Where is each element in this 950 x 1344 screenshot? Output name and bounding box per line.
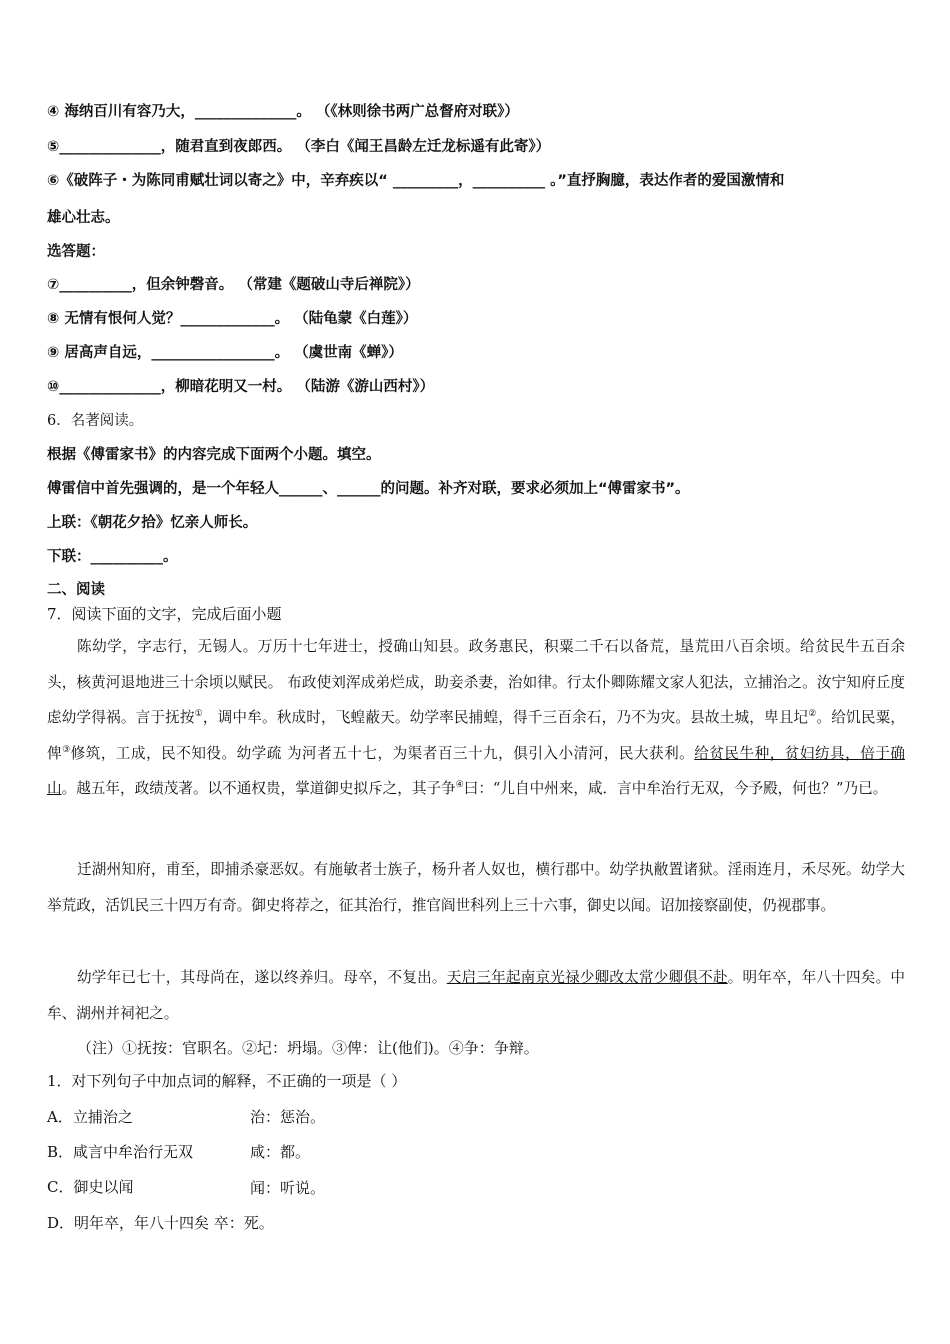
classic-intro: 根据《傅雷家书》的内容完成下面两个小题。填空。 [47,447,381,463]
passage-paragraph-1: 陈幼学，字志行，无锡人。万历十七年进士，授确山知县。政务惠民，积粟二千石以备荒，垦荒田八百余顷。给贫民牛五百余头，核黄河退地进三十余顷以赋民。 布政使刘浑成弟烂成，助妾杀妻，治如律。行太仆卿陈耀文家人犯法，立捕治之。汝宁知府丘度虑幼学得祸。言于抚按①，调中牟。秋成时，飞蝗蔽天。幼学率民捕蝗，得千三百余石，乃不为灾。县故土城，卑且圮②。给饥民粟，俾③修筑，工成，民不知役。幼学疏 为河者五十七，为渠者百三十九，俱引入小清河，民大获利。给贫民牛种，贫妇纺具，倍于确山。越五年，政绩茂著。以不通权贵，掌道御史拟斥之，其子争④曰：“儿自中州来，咸．言中牟治行无双，今予殿，何也？”乃已。 [47,638,905,797]
fill-q5: ⑤______________，随君直到夜郎西。 （李白《闻王昌龄左迁龙标遥有此寄》） [47,139,551,155]
option-b-gloss: 咸：都。 [250,1143,311,1161]
passage-paragraph-3: 幼学年已七十，其母尚在，遂以终养归。母卒，不复出。天启三年起南京光禄少卿改太常少卿俱不赴。明年卒，年八十四矣。中牟、湖州并祠祀之。 [47,969,905,1022]
couplet-lower: 下联：__________。 [47,549,178,565]
classic-question: 傅雷信中首先强调的，是一个年轻人______、______的问题。补齐对联，要求必须加上“傅雷家书”。 [47,481,690,497]
underlined-sentence-2: 天启三年起南京光禄少卿改太常少卿俱不赴 [446,969,728,986]
fill-q7: ⑦__________，但余钟磬音。 （常建《题破山寺后禅院》） [47,277,420,293]
underlined-sentence-1: 给贫民牛种，贫妇纺具，倍于确山 [47,744,905,797]
option-a: A．立捕治之 [47,1108,133,1126]
fill-q6-line2: 雄心壮志。 [47,210,120,226]
fill-q8: ⑧ 无情有恨何人觉？_____________。 （陆龟蒙《白莲》） [47,311,418,327]
passage-paragraph-2: 迁湖州知府，甫至，即捕杀豪恶奴。有施敏者士族子，杨升者人奴也，横行郡中。幼学执敝置诸狱。淫雨连月，禾尽死。幼学大举荒政，活饥民三十四万有奇。御史将荐之，征其治行，推官阎世科列上三十六事，御史以闻。诏加接察副使，仍视郡事。 [47,861,905,914]
fill-q10: ⑩______________，柳暗花明又一村。 （陆游《游山西村》） [47,379,435,395]
sub-question-1: 1．对下列句子中加点词的解释，不正确的一项是（ ） [47,1072,407,1090]
option-a-gloss: 治：惩治。 [250,1108,326,1126]
elective-heading: 选答题： [47,244,105,260]
option-b: B．咸言中牟治行无双 [47,1143,194,1161]
option-c-gloss: 闻：听说。 [250,1179,326,1197]
section-reading: 二、阅读 [47,582,105,598]
q7-title: 7．阅读下面的文字，完成后面小题 [47,605,282,623]
fill-q4: ④ 海纳百川有容乃大，______________。 （《林则徐书两广总督府对联》） [47,104,519,120]
fill-q9: ⑨ 居高声自远，_________________。 （虞世南《蝉》） [47,345,403,361]
option-c: C．御史以闻 [47,1178,134,1196]
passage-notes: （注）①抚按：官职名。②圮：坍塌。③俾：让(他们)。④争：争辩。 [77,1039,539,1057]
classic-reading-title: 6．名著阅读。 [47,413,144,429]
fill-q6-line1: ⑥《破阵子・为陈同甫赋壮词以寄之》中，辛弃疾以“ _________，__________ 。”直抒胸臆，表达作者的爱国激情和 [47,173,785,189]
option-d: D．明年卒，年八十四矣 卒：死。 [47,1214,274,1232]
couplet-upper: 上联：《朝花夕拾》忆亲人师长。 [47,515,258,531]
